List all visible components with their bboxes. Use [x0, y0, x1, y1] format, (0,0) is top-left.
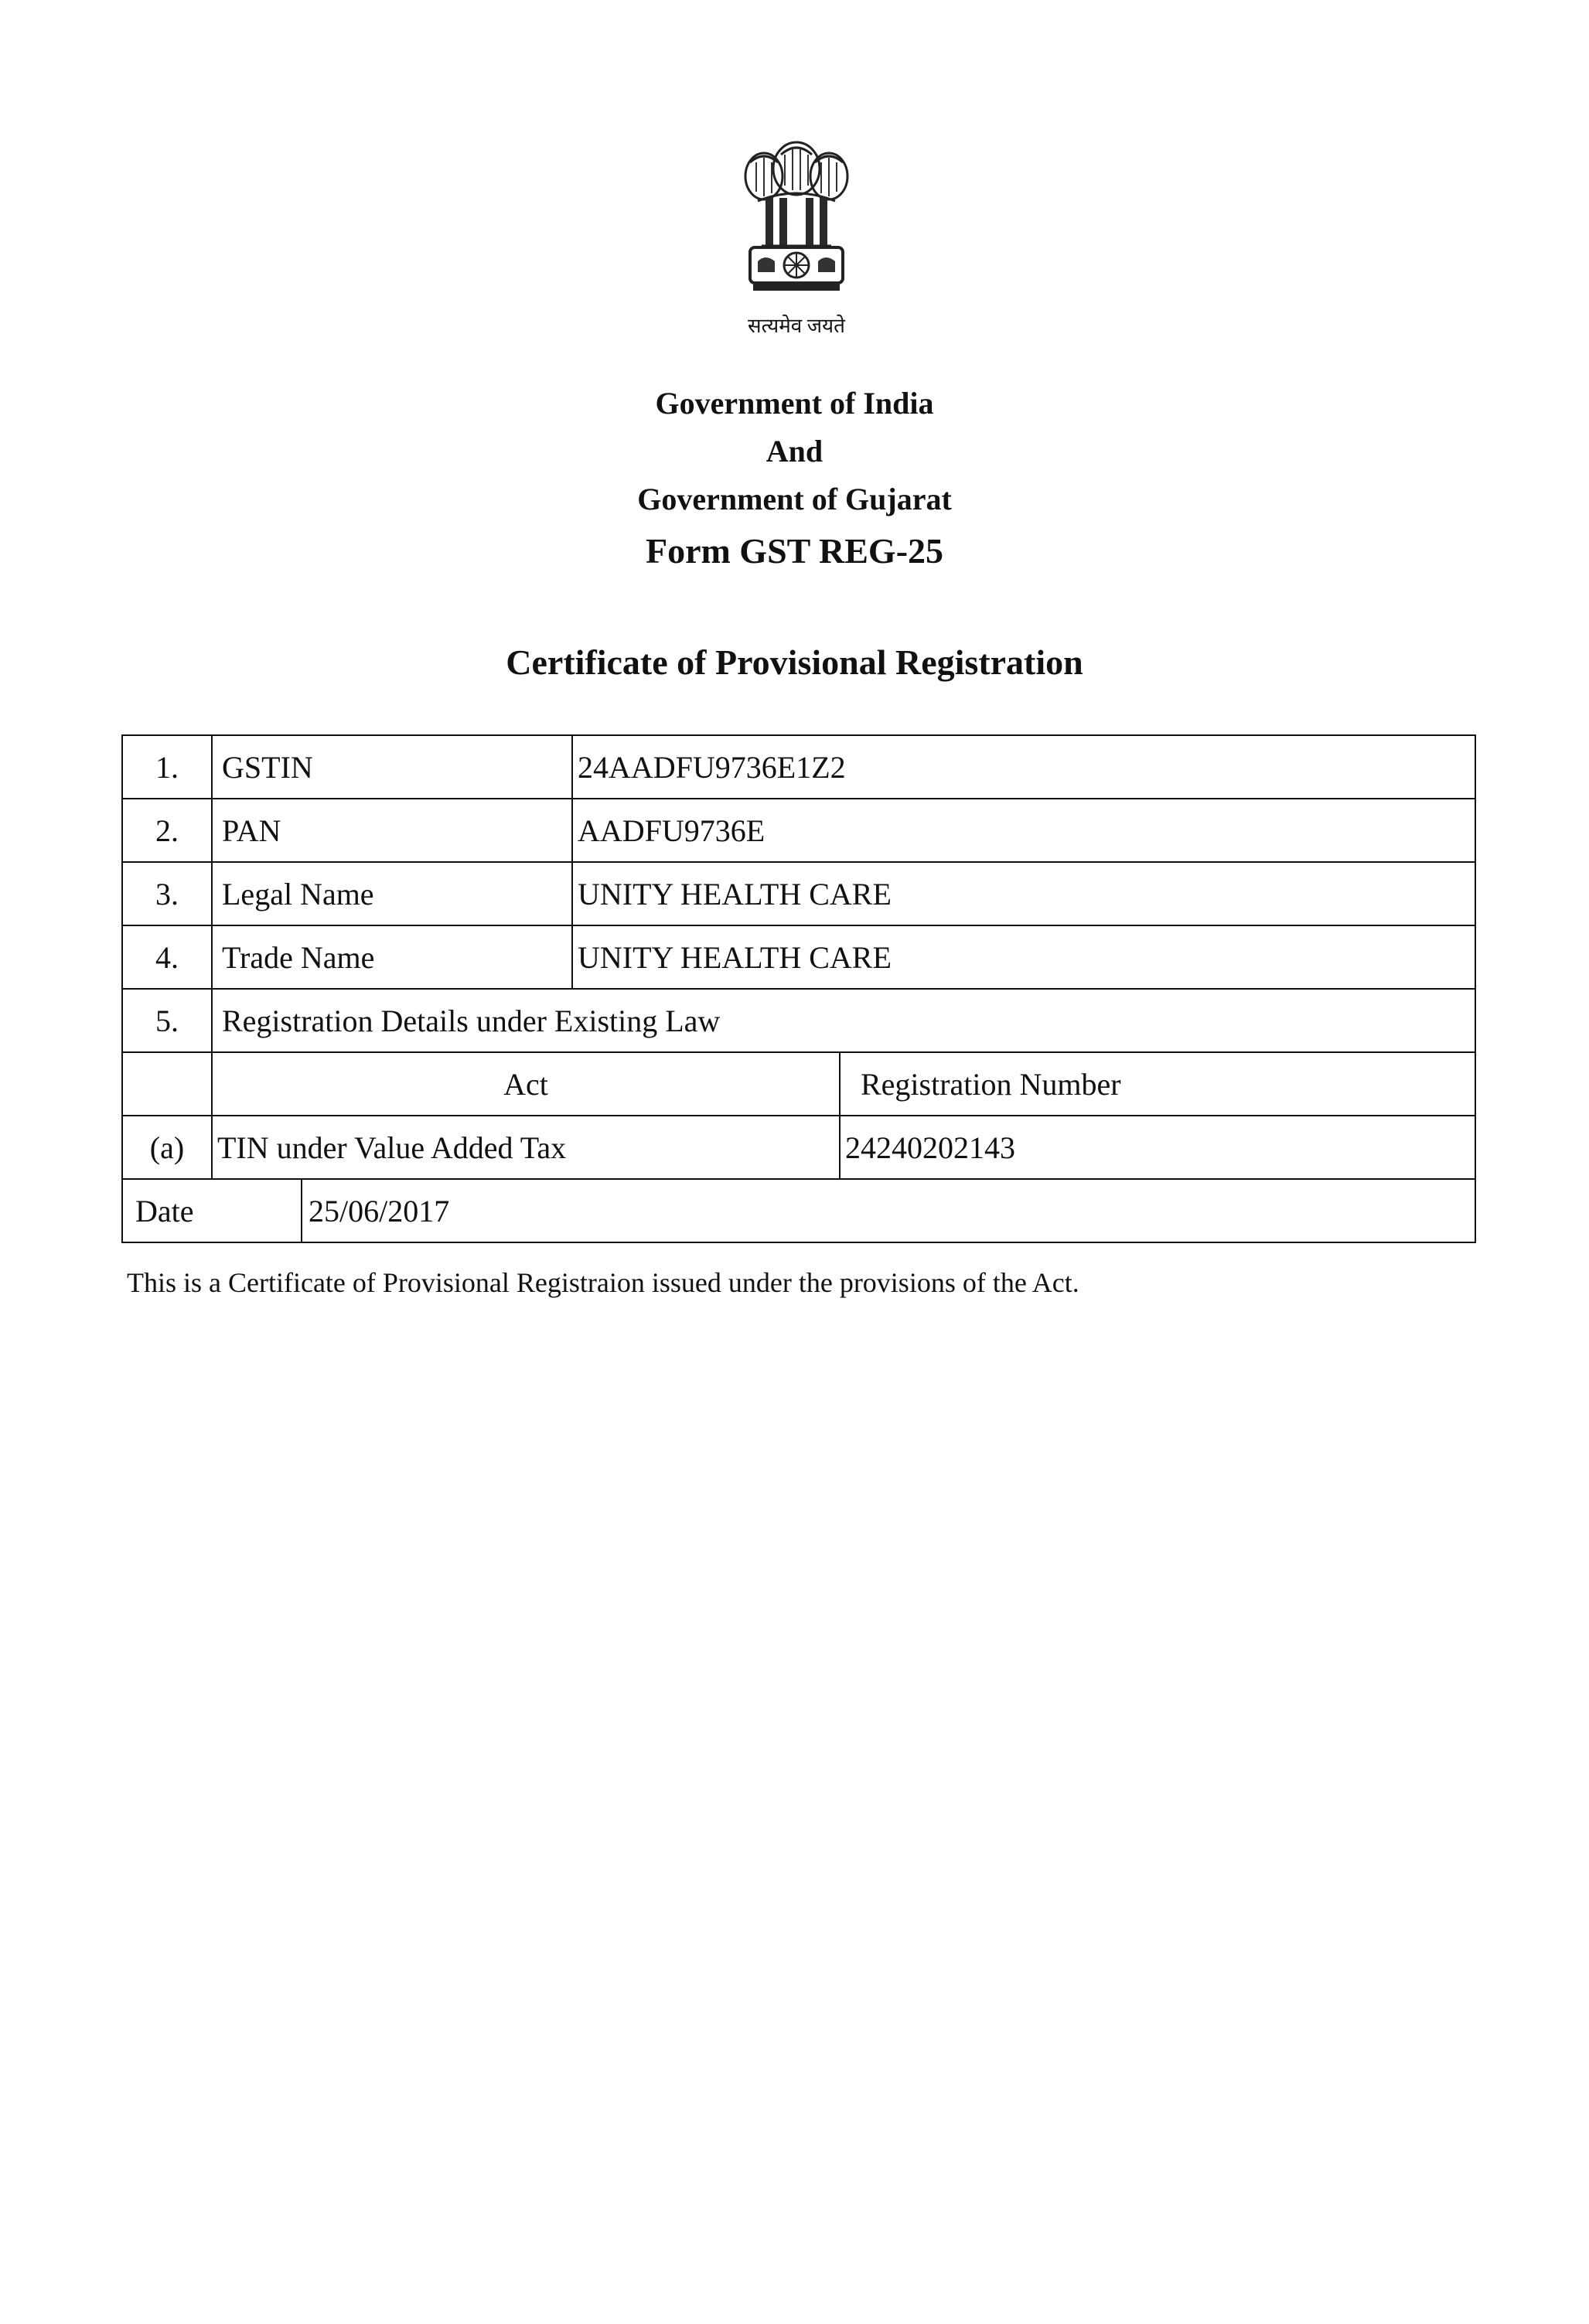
registration-table: [121, 734, 1476, 1243]
column-header-act: Act: [212, 1052, 840, 1116]
table-row: [122, 1052, 1475, 1116]
form-title: Form GST REG-25: [645, 531, 944, 571]
row-number: 2.: [122, 799, 212, 862]
heading-and: And: [766, 434, 823, 469]
empty-cell: [122, 1052, 212, 1116]
row-number: 1.: [122, 735, 212, 799]
row-number: 3.: [122, 862, 212, 925]
row-value: UNITY HEALTH CARE: [572, 925, 1475, 989]
table-row: [122, 862, 1475, 925]
row-number: 5.: [122, 989, 212, 1052]
row-label: Trade Name: [212, 925, 572, 989]
row-value: UNITY HEALTH CARE: [572, 862, 1475, 925]
heading-government-of-india: Government of India: [655, 386, 934, 421]
national-emblem: [719, 131, 874, 340]
act-name: TIN under Value Added Tax: [212, 1116, 840, 1179]
emblem-motto: सत्यमेव जयते: [748, 315, 845, 337]
registration-number: 24240202143: [840, 1116, 1475, 1179]
certificate-title: Certificate of Provisional Registration: [506, 642, 1083, 682]
table-row: [122, 989, 1475, 1052]
table-row: [122, 1116, 1475, 1179]
row-label: Legal Name: [212, 862, 572, 925]
row-number: (a): [122, 1116, 212, 1179]
heading-government-of-gujarat: Government of Gujarat: [637, 482, 952, 516]
row-label: PAN: [212, 799, 572, 862]
footer-note: This is a Certificate of Provisional Registraion issued under the provisions of the Act.: [127, 1267, 1079, 1298]
row-value: 24AADFU9736E1Z2: [572, 735, 1475, 799]
row-value: AADFU9736E: [572, 799, 1475, 862]
section-label: Registration Details under Existing Law: [212, 989, 1475, 1052]
table-row: [122, 735, 1475, 799]
national-emblem-icon: [719, 131, 874, 305]
date-label: Date: [122, 1179, 302, 1242]
row-number: 4.: [122, 925, 212, 989]
date-value: 25/06/2017: [302, 1179, 1475, 1242]
table-row: [122, 1179, 1475, 1242]
row-label: GSTIN: [212, 735, 572, 799]
table-row: [122, 925, 1475, 989]
table-row: [122, 799, 1475, 862]
column-header-registration-number: Registration Number: [840, 1052, 1475, 1116]
